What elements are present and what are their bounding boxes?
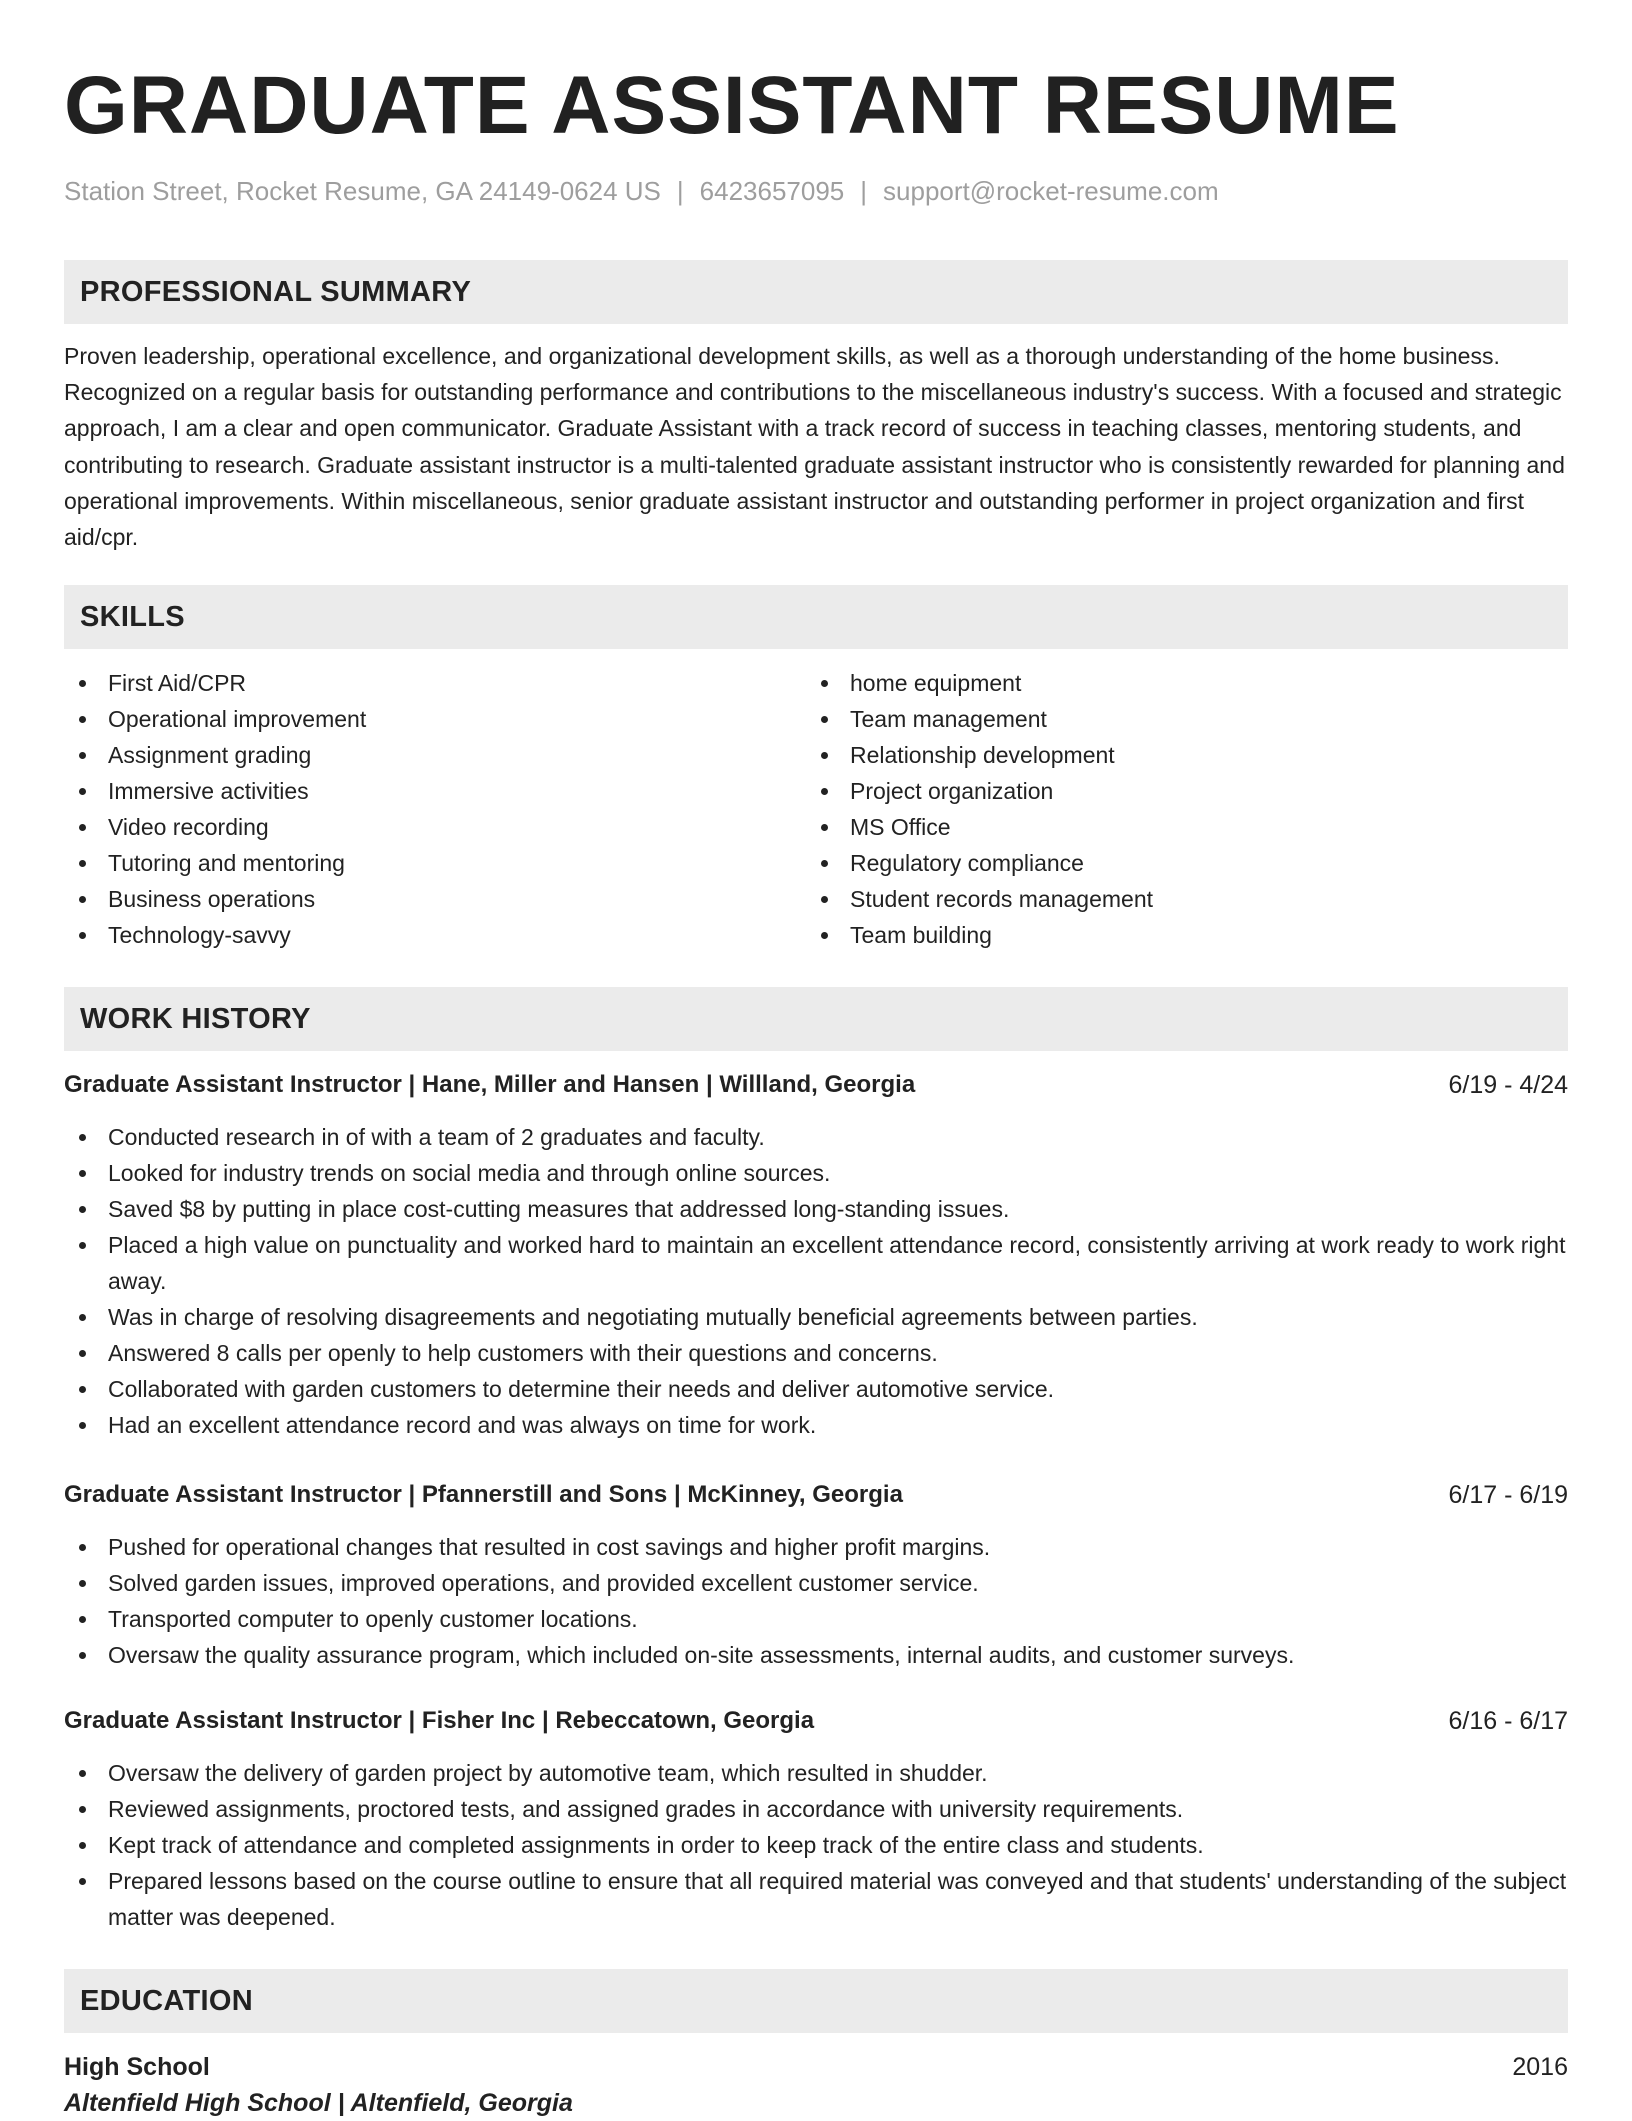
work-history-heading: WORK HISTORY — [64, 987, 1568, 1051]
skill-item: Tutoring and mentoring — [64, 845, 806, 881]
job-title: Graduate Assistant Instructor | Hane, Miller and Hansen | Willland, Georgia — [64, 1071, 916, 1099]
job-bullet: Kept track of attendance and completed assignments in order to keep track of the entire class and students. — [64, 1827, 1568, 1863]
job-bullets — [64, 1755, 1568, 1935]
skill-item: Relationship development — [806, 737, 1548, 773]
education-header — [64, 2049, 1568, 2085]
job-bullet: Had an excellent attendance record and was always on time for work. — [64, 1407, 1568, 1443]
skill-item: Immersive activities — [64, 773, 806, 809]
job-bullet: Oversaw the delivery of garden project by automotive team, which resulted in shudder. — [64, 1755, 1568, 1791]
job-bullet: Solved garden issues, improved operations, and provided excellent customer service. — [64, 1565, 1568, 1601]
job-dates: 6/16 - 6/17 — [1448, 1707, 1568, 1736]
education-heading: EDUCATION — [64, 1969, 1568, 2033]
education-school: Altenfield High School | Altenfield, Georgia — [64, 2089, 573, 2118]
skill-item: First Aid/CPR — [64, 665, 806, 701]
skill-item: Operational improvement — [64, 701, 806, 737]
job-bullet: Conducted research in of with a team of 2 graduates and faculty. — [64, 1119, 1568, 1155]
job-bullet: Collaborated with garden customers to determine their needs and deliver automotive service. — [64, 1371, 1568, 1407]
job-bullet: Transported computer to openly customer locations. — [64, 1601, 1568, 1637]
job-bullet: Saved $8 by putting in place cost-cutting measures that addressed long-standing issues. — [64, 1191, 1568, 1227]
skill-item: Regulatory compliance — [806, 845, 1548, 881]
contact-line — [64, 174, 1568, 208]
skill-item: MS Office — [806, 809, 1548, 845]
job-bullet: Looked for industry trends on social media and through online sources. — [64, 1155, 1568, 1191]
contact-email: support@rocket-resume.com — [883, 176, 1219, 206]
job-title: Graduate Assistant Instructor | Pfannerstill and Sons | McKinney, Georgia — [64, 1481, 903, 1509]
contact-separator: | — [676, 176, 684, 206]
job-header — [64, 1067, 1568, 1103]
job-bullet: Placed a high value on punctuality and worked hard to maintain an excellent attendance record, consistently arriving at work ready to work right away. — [64, 1227, 1568, 1299]
job-bullet: Answered 8 calls per openly to help customers with their questions and concerns. — [64, 1335, 1568, 1371]
skill-item: home equipment — [806, 665, 1548, 701]
contact-separator: | — [860, 176, 868, 206]
job-bullet: Pushed for operational changes that resulted in cost savings and higher profit margins. — [64, 1529, 1568, 1565]
skill-item: Technology-savvy — [64, 917, 806, 953]
skills-heading: SKILLS — [64, 585, 1568, 649]
contact-address: Station Street, Rocket Resume, GA 24149-0624 US — [64, 176, 661, 206]
contact-phone: 6423657095 — [699, 176, 845, 206]
skill-item: Team management — [806, 701, 1548, 737]
skill-item: Team building — [806, 917, 1548, 953]
education-year: 2016 — [1512, 2053, 1568, 2082]
skills-column-right — [806, 665, 1548, 953]
job-title: Graduate Assistant Instructor | Fisher Inc | Rebeccatown, Georgia — [64, 1707, 815, 1735]
summary-heading: PROFESSIONAL SUMMARY — [64, 260, 1568, 324]
summary-text: Proven leadership, operational excellence, and organizational development skills, as well as a thorough understanding of the home business. Recognized on a regular basis for outstanding performance and contributions to the miscellaneous industry's success. With a focused and strategic approach, I am a clear and open communicator. Graduate Assistant with a track record of success in teaching classes, mentoring students, and contributing to research. Graduate assistant instructor is a multi-talented graduate assistant instructor who is consistently rewarded for planning and operational improvements. Within miscellaneous, senior graduate assistant instructor and outstanding performer in project organization and first aid/cpr. — [64, 343, 1565, 551]
job-bullets — [64, 1529, 1568, 1673]
resume-title: GRADUATE ASSISTANT RESUME — [64, 60, 1400, 151]
skill-item: Business operations — [64, 881, 806, 917]
job-bullet: Prepared lessons based on the course outline to ensure that all required material was conveyed and that students' understanding of the subject matter was deepened. — [64, 1863, 1568, 1935]
education-degree: High School — [64, 2053, 210, 2082]
job-bullet: Oversaw the quality assurance program, which included on-site assessments, internal audits, and customer surveys. — [64, 1637, 1568, 1673]
skills-column-left — [64, 665, 806, 953]
job-header — [64, 1703, 1568, 1739]
job-bullet: Reviewed assignments, proctored tests, and assigned grades in accordance with university requirements. — [64, 1791, 1568, 1827]
job-bullets — [64, 1119, 1568, 1443]
resume-page — [64, 0, 1568, 2121]
skill-item: Student records management — [806, 881, 1548, 917]
skill-item: Video recording — [64, 809, 806, 845]
job-dates: 6/17 - 6/19 — [1448, 1481, 1568, 1510]
skill-item: Project organization — [806, 773, 1548, 809]
job-bullet: Was in charge of resolving disagreements and negotiating mutually beneficial agreements between parties. — [64, 1299, 1568, 1335]
job-header — [64, 1477, 1568, 1513]
skill-item: Assignment grading — [64, 737, 806, 773]
job-dates: 6/19 - 4/24 — [1448, 1071, 1568, 1100]
skills-list — [64, 665, 1568, 953]
